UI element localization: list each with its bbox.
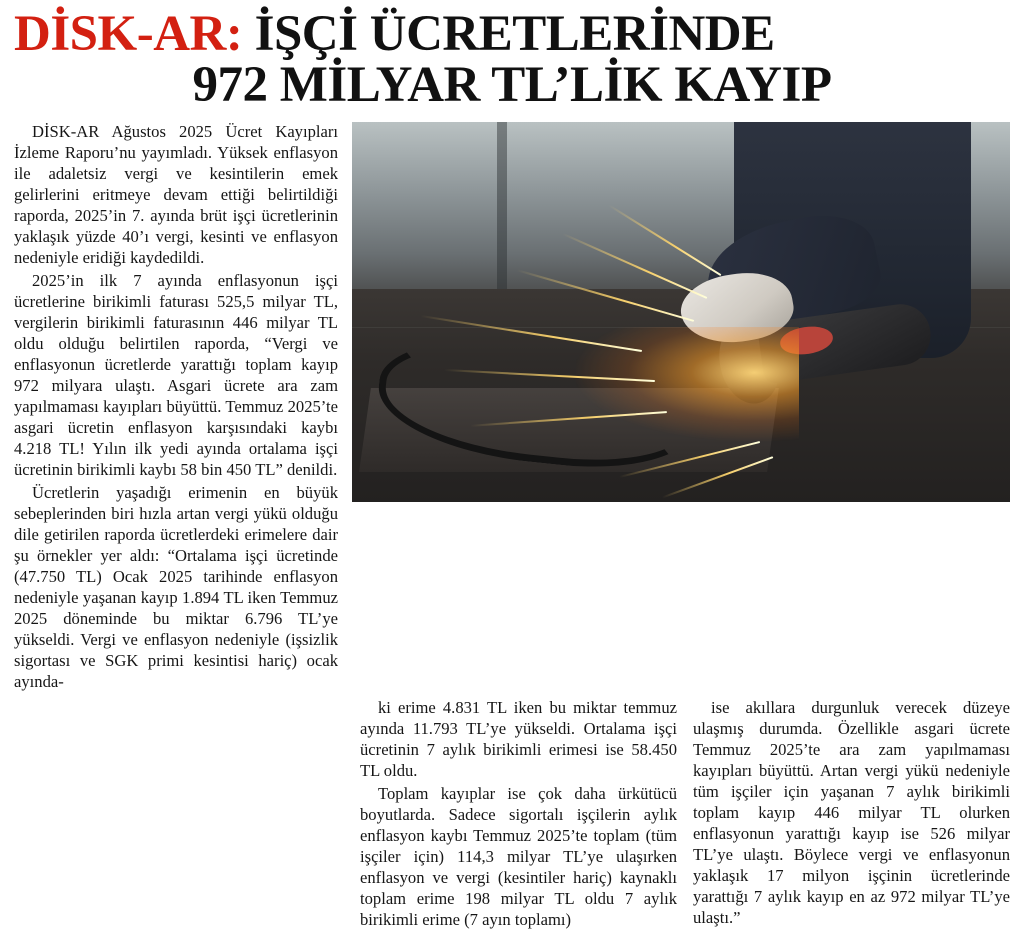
article-column-1	[14, 122, 338, 693]
paragraph: Ücretlerin yaşadığı erimenin en büyük sebeplerinden biri hızla artan vergi yükü olduğu dile getirilen raporda ücretlerdeki erimelere dair şu örnekler yer aldı: “Ortalama işçi ücretinde (47.750 TL) Ocak 2025 tarihinde enflasyon nedeniyle yaşanan kayıp 1.894 TL iken Temmuz 2025 döneminde bu miktar 6.796 TL’ye yükseldi. Vergi ve enflasyon nedeniyle (işsizlik sigortası ve SGK primi kesintisi hariç) ocak ayında-	[14, 482, 338, 691]
paragraph: Toplam kayıplar ise çok daha ürkütücü boyutlarda. Sadece sigortalı işçilerin aylık enflasyon kaybı Temmuz 2025’te toplam (tüm işçiler için) 114,3 milyar TL’ye ulaşırken enflasyon ve vergi (kesintiler hariç) kaynaklı toplam erime 198 milyar TL oldu 7 aylık birikimli erime (7 ayın toplamı)	[360, 784, 677, 930]
article-photo	[352, 122, 1010, 502]
article-column-2	[360, 698, 677, 931]
paragraph: DİSK-AR Ağustos 2025 Ücret Kayıpları İzleme Raporu’nu yayımladı. Yüksek enflasyon ile adaletsiz vergi ve kesintilerin emek gelirlerini eritmeye devam ettiği belirtildiği raporda, 2025’in 7. ayında brüt işçi ücretlerinin yaklaşık yüzde 40’ı vergi, kesinti ve enflasyon nedeniyle eridiği kaydedildi.	[14, 121, 338, 267]
worker-grinding-metal-sparks-photo	[352, 122, 1010, 502]
paragraph: ki erime 4.831 TL iken bu miktar temmuz ayında 11.793 TL’ye yükseldi. Ortalama işçi ücretinin 7 aylık birikimli erimesi ise 58.450 TL oldu.	[360, 698, 677, 781]
article-bottom-section	[14, 698, 1010, 931]
headline-line-1-rest: İŞÇİ ÜCRETLERİNDE	[254, 6, 775, 62]
paragraph: 2025’in ilk 7 ayında enflasyonun işçi ücretlerine birikimli faturası 525,5 milyar TL, vergilerin birikimli faturasının 446 milyar TL oldu olduğu belirtilen raporda, “Vergi ve enflasyonun ücretlerde yarattığı toplam kayıp 972 milyara ulaştı. Asgari ücrete ara zam yapılmaması kayıpları büyüttü. Temmuz 2025’te asgari ücretin enflasyon karşısındaki kaybı 4.218 TL! Yılın ilk yedi ayında ortalama işçi ücretinin birikimli kaybı 58 bin 450 TL” denildi.	[14, 270, 338, 479]
paragraph: ise akıllara durgunluk verecek düzeye ulaşmış durumda. Özellikle asgari ücrete Temmuz 2025’te ara zam yapılmaması kayıpları büyüttü. Artan vergi yükü nedeniyle tüm işçiler için yaşanan 7 aylık birikimli toplam kayıp 446 milyar TL olurken enflasyonun yarattığı kayıp ise 526 milyar TL’ye ulaştı. Böylece vergi ve enflasyonun yaklaşık 17 milyon işçinin ücretlerinde yarattığı 7 aylık kayıp en az 972 milyar TL’ye ulaştı.”	[693, 698, 1010, 928]
headline-kicker: DİSK-AR:	[14, 6, 243, 62]
article-column-3	[693, 698, 1010, 931]
headline-line-1	[14, 6, 1010, 62]
headline-line-2: 972 MİLYAR TL’LİK KAYIP	[192, 56, 832, 113]
column-1-continuation-spacer	[14, 698, 344, 931]
article-top-section	[14, 122, 1010, 693]
page-title	[14, 6, 1010, 114]
